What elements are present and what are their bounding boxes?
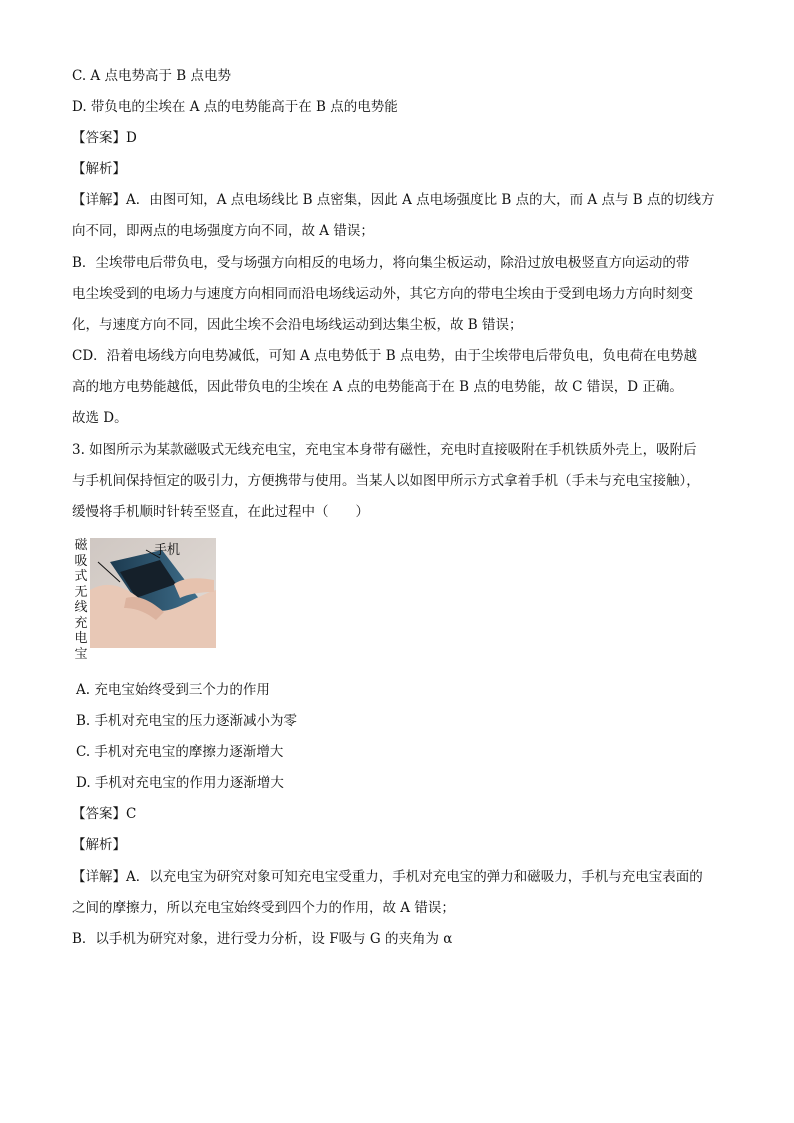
explanation-line: 【详解】A．以充电宝为研究对象可知充电宝受重力，手机对充电宝的弹力和磁吸力，手机与充电宝表面的: [72, 869, 703, 885]
option-d: D. 手机对充电宝的作用力逐渐增大: [76, 775, 284, 791]
label-char: 充: [74, 615, 88, 631]
label-char: 宝: [74, 646, 88, 662]
figure-vertical-label: [72, 538, 90, 662]
question-3-text: 缓慢将手机顺时针转至竖直，在此过程中（ ）: [72, 504, 369, 520]
label-char: 线: [74, 600, 88, 615]
option-b: B. 手机对充电宝的压力逐渐减小为零: [76, 713, 298, 729]
label-char: 电: [74, 631, 88, 646]
label-char: 磁: [74, 538, 88, 553]
phone-label: 手机: [154, 543, 181, 558]
explanation-line: 之间的摩擦力，所以充电宝始终受到四个力的作用，故 A 错误；: [72, 900, 455, 916]
explanation-line: B．以手机为研究对象，进行受力分析，设 F吸与 G 的夹角为 α: [72, 931, 453, 947]
option-a: A. 充电宝始终受到三个力的作用: [76, 682, 270, 698]
phone-hand-photo: [90, 538, 216, 648]
explanation-line: CD．沿着电场线方向电势减低，可知 A 点电势低于 B 点电势，由于尘埃带电后带负电，负电荷在电势越: [72, 348, 697, 364]
label-char: 式: [74, 569, 88, 584]
option-c: C. 手机对充电宝的摩擦力逐渐增大: [76, 744, 284, 760]
explanation-line: 高的地方电势能越低，因此带负电的尘埃在 A 点的电势能高于在 B 点的电势能，故 C 错误，D 正确。: [72, 379, 683, 395]
question-3-text: 3. 如图所示为某款磁吸式无线充电宝，充电宝本身带有磁性，充电时直接吸附在手机铁质外壳上，吸附后: [72, 442, 697, 458]
option-d: D. 带负电的尘埃在 A 点的电势能高于在 B 点的电势能: [72, 99, 398, 115]
question-3-text: 与手机间保持恒定的吸引力，方便携带与使用。当某人以如图甲所示方式拿着手机（手未与充电宝接触），: [72, 473, 700, 489]
explanation-line: B．尘埃带电后带负电，受与场强方向相反的电场力，将向集尘板运动，除沿过放电极竖直方向运动的带: [72, 255, 690, 271]
label-char: 无: [74, 584, 88, 600]
explanation-line: 向不同，即两点的电场强度方向不同，故 A 错误；: [72, 223, 374, 239]
explanation-line: 化，与速度方向不同，因此尘埃不会沿电场线运动到达集尘板，故 B 错误；: [72, 317, 523, 333]
answer-label: 【答案】C: [72, 806, 137, 822]
conclusion-line: 故选 D。: [72, 410, 128, 426]
explanation-line: 电尘埃受到的电场力与速度方向相同而沿电场线运动外，其它方向的带电尘埃由于受到电场力方向时刻变: [72, 286, 693, 302]
answer-label: 【答案】D: [72, 130, 137, 146]
analysis-label: 【解析】: [72, 837, 126, 853]
analysis-label: 【解析】: [72, 161, 126, 177]
charger-figure: [72, 538, 216, 662]
option-c: C. A 点电势高于 B 点电势: [72, 68, 231, 84]
label-char: 吸: [74, 553, 88, 569]
explanation-line: 【详解】A．由图可知，A 点电场线比 B 点密集，因此 A 点电场强度比 B 点的大，而 A 点与 B 点的切线方: [72, 192, 715, 208]
